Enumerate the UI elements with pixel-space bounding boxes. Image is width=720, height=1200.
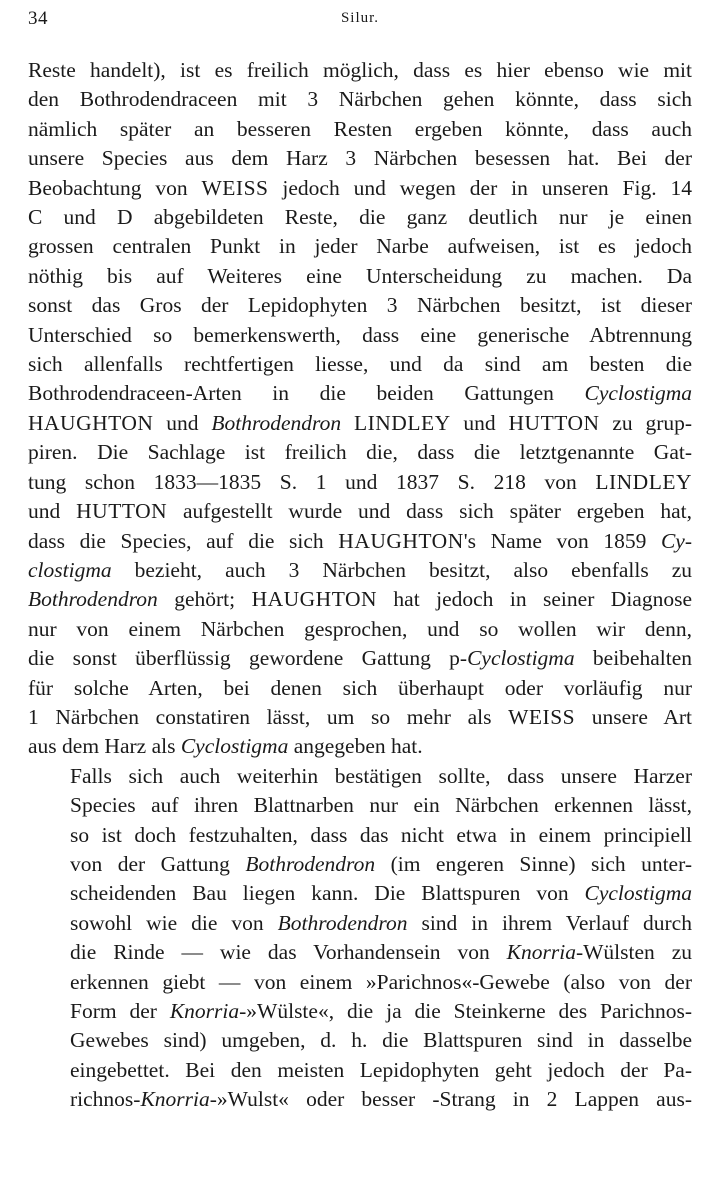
text-line: 1 Närbchen constatiren lässt, um so mehr als WEISS unsere Art (28, 704, 692, 729)
text-line: nöthig bis auf Weiteres eine Unterscheidung zu machen. Da (28, 263, 692, 288)
text-line: sich allenfalls rechtfertigen liesse, und da sind am besten die (28, 352, 692, 377)
text-line: Gewebes sind) umgeben, d. h. die Blattspuren sind in dasselbe (70, 1028, 692, 1053)
text-line: Reste handelt), ist es freilich möglich, dass es hier ebenso wie mit (28, 58, 692, 82)
running-head (28, 8, 692, 38)
text-line: Unterschied so bemerkenswerth, dass eine generische Abtrennung (28, 322, 692, 347)
page-number: 34 (28, 8, 48, 29)
text-line: C und D abgebildeten Reste, die ganz deutlich nur je einen (28, 205, 692, 230)
text-line: tung schon 1833—1835 S. 1 und 1837 S. 218 von LINDLEY (28, 469, 692, 494)
text-line: scheidenden Bau liegen kann. Die Blattspuren von Cyclostigma (70, 881, 692, 906)
text-line: Beobachtung von WEISS jedoch und wegen der in unseren Fig. 14 (28, 175, 692, 200)
text-line: nur von einem Närbchen gesprochen, und so wollen wir denn, (28, 616, 692, 641)
text-line: die Rinde — wie das Vorhandensein von Knorria-Wülsten zu (70, 940, 692, 965)
text-line: grossen centralen Punkt in jeder Narbe aufweisen, ist es jedoch (28, 234, 692, 259)
text-line: aus dem Harz als Cyclostigma angegeben hat. (28, 734, 423, 759)
text-line: dass die Species, auf die sich HAUGHTON's Name von 1859 Cy- (28, 528, 693, 553)
text-line: Form der Knorria-»Wülste«, die ja die Steinkerne des Parichnos- (70, 999, 692, 1023)
text-line: eingebettet. Bei den meisten Lepidophyten geht jedoch der Pa- (70, 1057, 692, 1082)
text-line: sowohl wie die von Bothrodendron sind in ihrem Verlauf durch (70, 910, 692, 935)
paragraph-2 (28, 762, 692, 1115)
text-line: Bothrodendraceen-Arten in die beiden Gattungen Cyclostigma (28, 381, 692, 406)
text-line: sonst das Gros der Lepidophyten 3 Närbchen besitzt, ist dieser (28, 293, 692, 318)
text-line: den Bothrodendraceen mit 3 Närbchen gehen könnte, dass sich (28, 87, 692, 112)
text-line: richnos-Knorria-»Wulst« oder besser -Strang in 2 Lappen aus- (70, 1087, 692, 1112)
text-line: unsere Species aus dem Harz 3 Närbchen besessen hat. Bei der (28, 146, 692, 171)
text-line: nämlich später an besseren Resten ergeben könnte, dass auch (28, 116, 692, 141)
text-line: Bothrodendron gehört; HAUGHTON hat jedoch in seiner Diagnose (28, 587, 692, 612)
text-line: von der Gattung Bothrodendron (im engeren Sinne) sich unter- (70, 851, 692, 876)
text-line: erkennen giebt — von einem »Parichnos«-Gewebe (also von der (70, 969, 692, 994)
body-text (28, 56, 692, 1115)
text-line: Falls sich auch weiterhin bestätigen sollte, dass unsere Harzer (70, 763, 692, 788)
text-line: für solche Arten, bei denen sich überhaupt oder vorläufig nur (28, 675, 692, 700)
running-title: Silur. (340, 10, 380, 26)
text-line: clostigma bezieht, auch 3 Närbchen besitzt, also ebenfalls zu (28, 557, 692, 582)
paragraph-1 (28, 56, 692, 762)
text-line: HAUGHTON und Bothrodendron LINDLEY und HUTTON zu grup- (28, 410, 693, 435)
text-line: piren. Die Sachlage ist freilich die, dass die letztgenannte Gat- (28, 440, 692, 465)
text-line: die sonst überflüssig gewordene Gattung p-Cyclostigma beibehalten (28, 646, 692, 671)
text-line: so ist doch festzuhalten, dass das nicht etwa in einem principiell (70, 822, 692, 847)
text-line: und HUTTON aufgestellt wurde und dass sich später ergeben hat, (28, 499, 692, 524)
text-line: Species auf ihren Blattnarben nur ein Närbchen erkennen lässt, (70, 793, 692, 818)
